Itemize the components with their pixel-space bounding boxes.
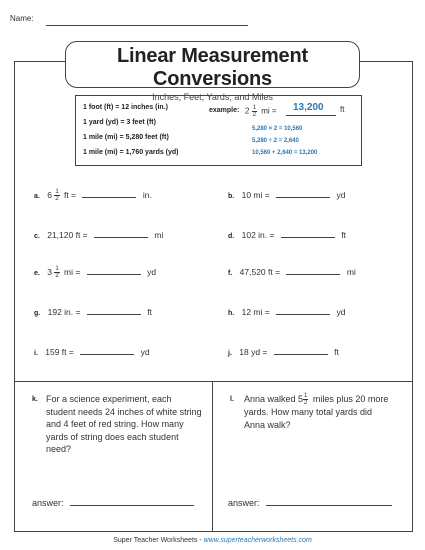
fact-mile-feet: 1 mile (mi) = 5,280 feet (ft): [83, 134, 169, 141]
page-title: Linear Measurement Conversions: [117, 45, 308, 90]
word-problem-text-before: Anna walked 5: [244, 394, 304, 404]
problem-label: d.: [228, 233, 235, 240]
problem-unit: ft: [334, 347, 339, 357]
problem-label: e.: [34, 270, 40, 277]
word-problem-k: [32, 393, 202, 456]
problem-a: [34, 189, 152, 202]
fact-yard: 1 yard (yd) = 3 feet (ft): [83, 119, 156, 126]
problem-unit: ft: [341, 230, 346, 240]
example-answer-line: [286, 115, 336, 116]
answer-blank[interactable]: [281, 229, 335, 238]
problem-text: 47,520 ft =: [239, 267, 281, 277]
problem-unit: ft: [147, 307, 152, 317]
fact-mile-yards: 1 mile (mi) = 1,760 yards (yd): [83, 149, 179, 156]
answer-l: [228, 497, 392, 508]
answer-blank[interactable]: [286, 266, 340, 275]
problem-label: i.: [34, 350, 38, 357]
problem-f: [228, 266, 356, 277]
footer: [0, 537, 425, 544]
problem-text: mi =: [64, 267, 81, 277]
problem-text: 21,120 ft =: [47, 230, 88, 240]
problem-unit: mi: [154, 230, 164, 240]
problem-text: 102 in. =: [241, 230, 275, 240]
name-label: Name:: [10, 14, 34, 23]
problem-text: ft =: [64, 190, 77, 200]
reference-box: [75, 95, 362, 166]
problem-text: 10 mi =: [241, 190, 270, 200]
example-numerator: 1: [252, 105, 257, 111]
answer-blank[interactable]: [87, 266, 141, 275]
example-answer: 13,200: [293, 102, 324, 113]
fraction-denominator: 2: [55, 273, 59, 280]
answer-blank[interactable]: [274, 346, 328, 355]
fraction-denominator: 2: [55, 196, 59, 203]
problem-label: b.: [228, 193, 235, 200]
problem-b: [228, 189, 345, 200]
example-fraction: [252, 105, 257, 118]
problem-whole: 3: [47, 267, 52, 277]
answer-blank[interactable]: [94, 229, 148, 238]
footer-url[interactable]: www.superteacherworksheets.com: [203, 537, 312, 544]
example-step-3: 10,560 + 2,640 = 13,200: [252, 150, 318, 156]
example-label: example:: [209, 107, 240, 114]
problem-unit: in.: [142, 190, 152, 200]
fraction-numerator: 1: [304, 393, 308, 400]
word-problem-text: For a science experiment, each student needs 24 inches of white string and 4 feet of red string. How many yards of string does each student need?: [46, 394, 202, 454]
problem-j: [228, 346, 339, 357]
fact-foot: 1 foot (ft) = 12 inches (in.): [83, 104, 168, 111]
problem-text: 18 yd =: [239, 347, 268, 357]
problem-label: j.: [228, 350, 232, 357]
fraction-denominator: 2: [304, 400, 308, 407]
problem-label: a.: [34, 193, 40, 200]
answer-label: answer:: [32, 498, 64, 508]
title-box: [65, 41, 360, 102]
answer-l-field[interactable]: [266, 497, 392, 506]
answer-k-field[interactable]: [70, 497, 194, 506]
problem-unit: yd: [147, 267, 157, 277]
example-problem: [245, 105, 277, 118]
example-step-2: 5,280 ÷ 2 = 2,640: [252, 138, 299, 144]
problem-e: [34, 266, 156, 279]
problem-fraction: [54, 189, 59, 202]
example-step-1: 5,280 × 2 = 10,560: [252, 126, 303, 132]
problem-g: [34, 306, 152, 317]
problem-unit: mi: [346, 267, 356, 277]
fraction-numerator: 1: [55, 266, 59, 273]
footer-brand: Super Teacher Worksheets -: [113, 537, 204, 544]
example-denominator: 2: [252, 112, 257, 118]
answer-blank[interactable]: [276, 189, 330, 198]
problem-unit: yd: [336, 190, 346, 200]
problem-text: 159 ft =: [45, 347, 74, 357]
problem-label: f.: [228, 270, 233, 277]
problem-unit: yd: [336, 307, 346, 317]
problem-label: h.: [228, 310, 235, 317]
word-problem-text-after: miles plus 20 more yards. How many total yards did Anna walk?: [244, 394, 389, 430]
name-field[interactable]: [46, 25, 248, 26]
problem-text: 12 mi =: [241, 307, 270, 317]
problem-h: [228, 306, 345, 317]
example-whole: 2: [245, 106, 250, 116]
problem-whole: 6: [47, 190, 52, 200]
word-problem-label: l.: [230, 396, 234, 403]
problem-label: g.: [34, 310, 41, 317]
answer-k: [32, 497, 194, 508]
word-problem-label: k.: [32, 396, 38, 403]
problem-fraction: [54, 266, 59, 279]
problem-unit: yd: [140, 347, 150, 357]
problem-c: [34, 229, 163, 240]
page-subtitle: Inches, Feet, Yards, and Miles: [152, 92, 273, 102]
answer-blank[interactable]: [276, 306, 330, 315]
answer-blank[interactable]: [82, 189, 136, 198]
answer-label: answer:: [228, 498, 260, 508]
problem-i: [34, 346, 150, 357]
problem-text: 192 in. =: [47, 307, 81, 317]
answer-blank[interactable]: [80, 346, 134, 355]
answer-blank[interactable]: [87, 306, 141, 315]
problem-d: [228, 229, 346, 240]
column-divider: [212, 381, 213, 532]
problem-label: c.: [34, 233, 40, 240]
word-problem-l: [230, 393, 394, 431]
fraction-numerator: 1: [55, 189, 59, 196]
example-unit-to: ft: [340, 105, 345, 114]
example-unit-from: mi =: [261, 106, 277, 116]
word-problem-fraction: [303, 393, 308, 406]
word-problem-divider: [14, 381, 413, 382]
